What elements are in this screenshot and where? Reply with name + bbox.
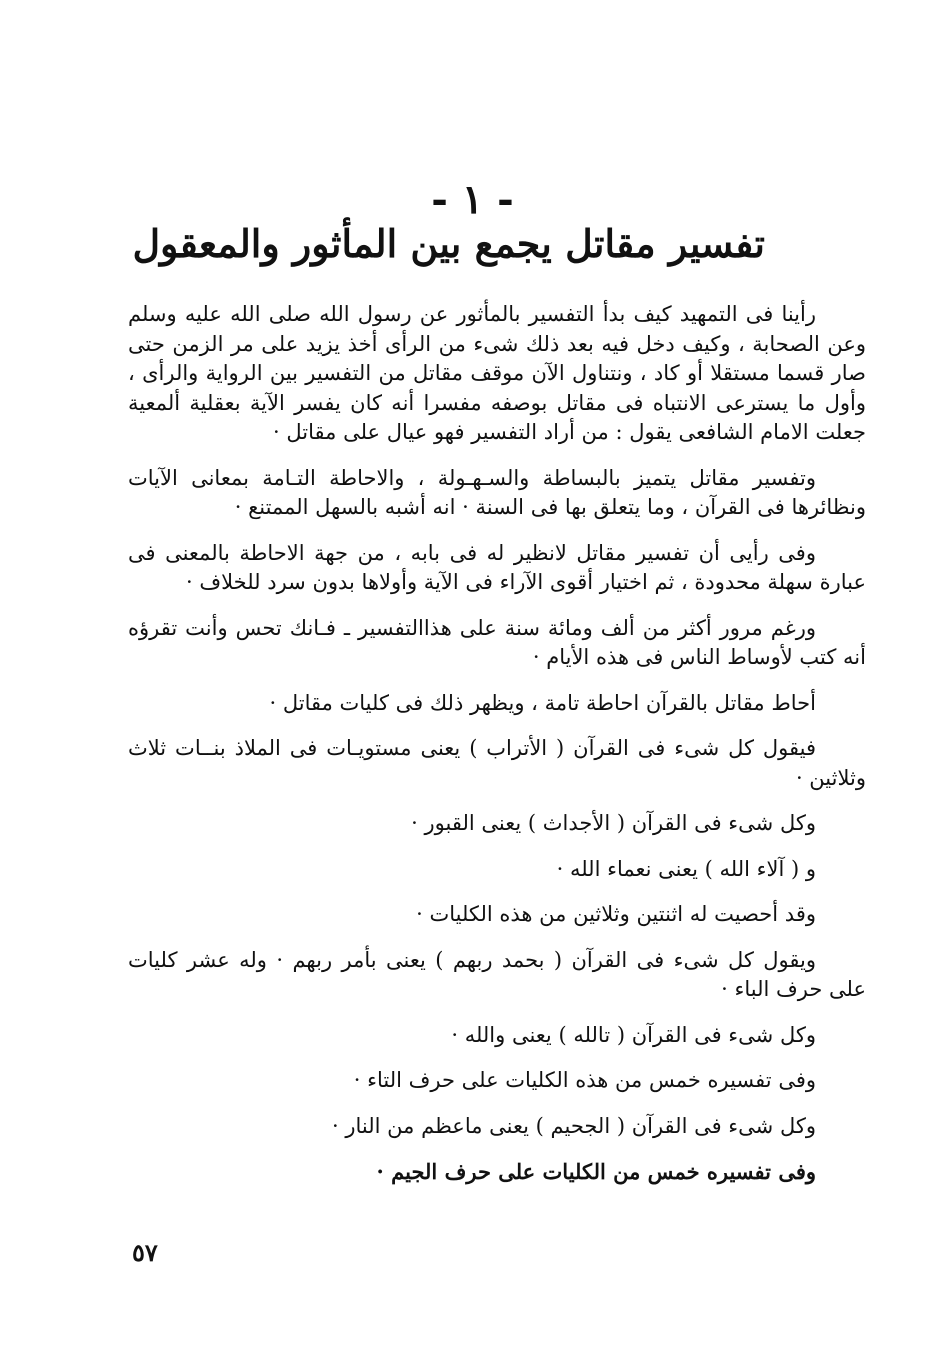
paragraph: وتفسير مقاتل يتميز بالبساطة والسـهـولة ، والاحاطة التـامة بمعانى الآيات ونظائرها فى القرآن ، وما يتعلق بها فى السنة · انه أشبه بالسهل الممتنع · [128,465,866,519]
chapter-number: - ١ - [431,176,514,223]
paragraph: وكل شىء فى القرآن ( الأجداث ) يعنى القبور · [411,811,816,835]
paragraph: و ( آلاء الله ) يعنى نعماء الله · [556,856,816,881]
paragraph: وكل شىء فى القرآن ( تالله ) يعنى والله · [451,1022,816,1047]
paragraph: أحاط مقاتل بالقرآن احاطة تامة ، ويظهر ذلك فى كليات مقاتل · [269,690,816,715]
paragraph: ويقول كل شىء فى القرآن ( بحمد ربهم ) يعنى بأمر ربهم · وله عشر كليات على حرف الباء · [128,947,866,1001]
paragraph: وقد أحصيت له اثنتين وثلاثين من هذه الكليات · [416,902,816,926]
paragraph: وفى تفسيره خمس من هذه الكليات على حرف التاء · [353,1068,816,1092]
page-number: ٥٧ [132,1238,158,1267]
paragraph: رأينا فى التمهيد كيف بدأ التفسير بالمأثور عن رسول الله صلى الله عليه وسلم وعن الصحابة ، وكيف دخل فيه بعد ذلك شىء من الرأى أخذ يزيد على مر الزمن حتى صار قسما مستقلا أو كاد ، ونتناول الآن موقف مقاتل من التفسير بين الرواية والرأى ، وأول ما يسترعى الانتباه فى مقاتل بوصفه مفسرا أنه كان يفسر الآية بعقلية ألمعية جعلت الامام الشافعى يقول : من أراد التفسير فهو عيال على مقاتل · [128,302,866,444]
paragraph: وفى رأيى أن تفسير مقاتل لانظير له فى بابه ، من جهة الاحاطة بالمعنى فى عبارة سهلة محدودة ، ثم اختيار أقوى الآراء فى الآية وأولاها بدون سرد للخلاف · [128,540,866,594]
paragraph: وفى تفسيره خمس من الكليات على حرف الجيم · [376,1159,816,1184]
chapter-title: تفسير مقاتل يجمع بين المأثور والمعقول [132,221,765,266]
body-text [128,300,866,1203]
paragraph: وكل شىء فى القرآن ( الجحيم ) يعنى ماعظم من النار · [332,1113,816,1138]
paragraph: فيقول كل شىء فى القرآن ( الأتراب ) يعنى مستويـات فى الملاذ بنــات ثلاث وثلاثين · [128,736,866,790]
paragraph: ورغم مرور أكثر من ألف ومائة سنة على هذاالتفسير ـ فـانك تحس وأنت تقرؤه أنه كتب لأوساط الناس فى هذه الأيام · [128,615,866,669]
